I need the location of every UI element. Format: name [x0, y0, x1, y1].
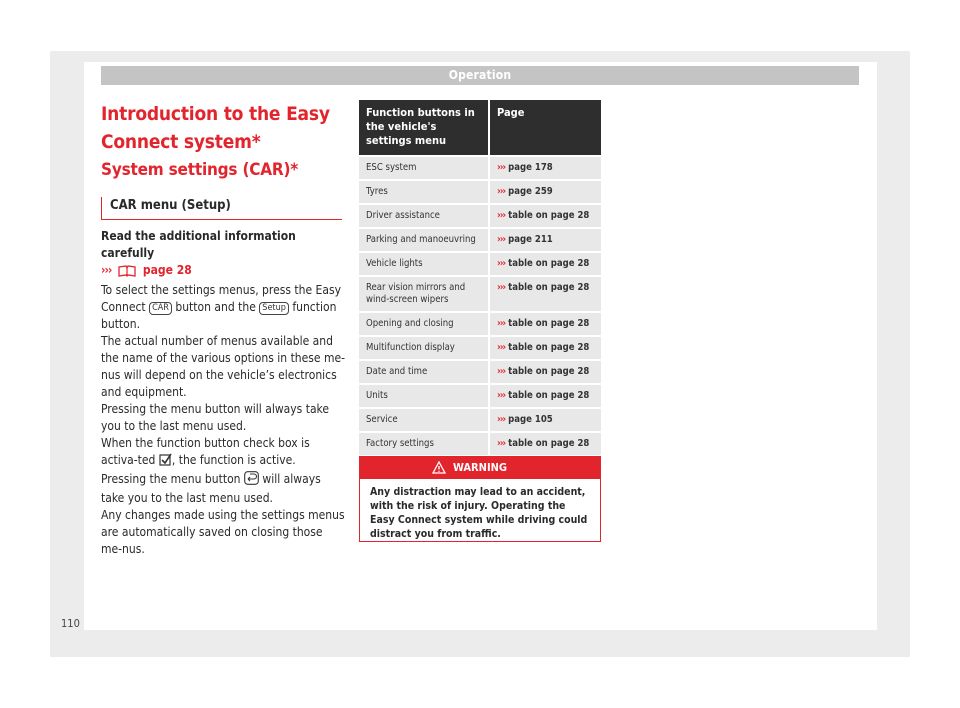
p5-text-b: will always take you to the last menu used. [101, 472, 321, 505]
page-reference-link[interactable]: table on page 28 [508, 318, 590, 329]
paragraph-menus: The actual number of menus available and the name of the various options in these me-nus will depend on the vehicle’s electronics and equipment. [101, 334, 346, 399]
page-reference-link[interactable]: table on page 28 [508, 438, 590, 449]
row-function-cell: Rear vision mirrors and wind-screen wipers [359, 277, 488, 311]
row-page-cell[interactable] [490, 205, 601, 227]
page-reference-link[interactable]: table on page 28 [508, 390, 590, 401]
table-row [359, 409, 601, 431]
subsection-title-text: CAR menu (Setup) [110, 198, 231, 213]
paragraph-select [101, 282, 346, 333]
page-number: 110 [61, 617, 80, 630]
page-reference-link[interactable]: page 211 [508, 234, 553, 245]
ref-arrow: ››› [497, 414, 506, 425]
table-header [359, 100, 601, 155]
row-page-cell[interactable] [490, 433, 601, 455]
row-page-cell[interactable] [490, 157, 601, 179]
read-more-note [101, 228, 346, 282]
car-key: CAR [149, 302, 172, 315]
read-more-label: Read the additional information carefully [101, 229, 296, 260]
page-28-link[interactable]: page 28 [142, 263, 192, 277]
p5-text-a: Pressing the menu button [101, 472, 241, 486]
warning-box [359, 456, 601, 542]
page-reference-link[interactable]: page 259 [508, 186, 553, 197]
row-function-cell: Parking and manoeuvring [359, 229, 488, 251]
ref-arrow: ››› [497, 282, 506, 293]
row-function-cell: Service [359, 409, 488, 431]
table-body [359, 157, 601, 455]
row-function-cell: Multifunction display [359, 337, 488, 359]
table-row [359, 181, 601, 203]
row-function-cell: Tyres [359, 181, 488, 203]
column-header-function: Function buttons in the vehicle's settings menu [359, 100, 488, 155]
table-row [359, 229, 601, 251]
ref-arrow: ››› [497, 318, 506, 329]
page-reference-link[interactable]: table on page 28 [508, 210, 590, 221]
ref-arrow: ››› [497, 162, 506, 173]
paragraph-checkbox [101, 435, 346, 471]
ref-arrow: ››› [497, 342, 506, 353]
row-function-cell: Date and time [359, 361, 488, 383]
p1-text-a: To select the settings menus, press the Easy Connect [101, 283, 341, 314]
table-row [359, 253, 601, 275]
row-function-cell: Factory settings [359, 433, 488, 455]
p4-text-a: When the function button check box is activa-ted [101, 436, 310, 467]
check-box-icon [159, 453, 172, 471]
paragraph-back [101, 471, 346, 507]
table-row [359, 205, 601, 227]
p4-text-b: , the function is active. [171, 453, 296, 467]
page-reference-link[interactable]: table on page 28 [508, 282, 590, 293]
section-title: System settings (CAR)* [101, 160, 299, 180]
book-icon [117, 264, 137, 282]
warning-text: Any distraction may lead to an accident, with the risk of injury. Operating the Easy Connect system while driving could distract you from traffic. [370, 486, 588, 540]
page-title: Introduction to the Easy Connect system* [101, 103, 330, 153]
section-header: Operation [101, 66, 859, 85]
settings-table [359, 100, 601, 455]
warning-triangle-icon [432, 461, 446, 474]
setup-key: Setup [259, 302, 289, 315]
row-page-cell[interactable] [490, 337, 601, 359]
ref-arrow: ››› [101, 263, 112, 277]
row-page-cell[interactable] [490, 253, 601, 275]
intro-text [101, 228, 346, 558]
ref-arrow: ››› [497, 390, 506, 401]
back-arrow-icon [244, 471, 259, 490]
table-row [359, 433, 601, 455]
page-reference-link[interactable]: table on page 28 [508, 258, 590, 269]
row-function-cell: ESC system [359, 157, 488, 179]
table-row [359, 277, 601, 311]
row-page-cell[interactable] [490, 181, 601, 203]
column-header-page: Page [490, 100, 601, 155]
table-row [359, 313, 601, 335]
subsection-title [101, 197, 342, 220]
table-row [359, 337, 601, 359]
ref-arrow: ››› [497, 234, 506, 245]
p1-text-b: button and the [175, 300, 256, 314]
ref-arrow: ››› [497, 366, 506, 377]
table-row [359, 385, 601, 407]
row-page-cell[interactable] [490, 277, 601, 311]
ref-arrow: ››› [497, 438, 506, 449]
row-function-cell: Driver assistance [359, 205, 488, 227]
row-function-cell: Units [359, 385, 488, 407]
page-reference-link[interactable]: table on page 28 [508, 366, 590, 377]
warning-header [360, 457, 600, 479]
page-reference-link[interactable]: page 105 [508, 414, 553, 425]
page-reference-link[interactable]: table on page 28 [508, 342, 590, 353]
row-page-cell[interactable] [490, 313, 601, 335]
p1-text-c: function button. [101, 300, 337, 331]
ref-arrow: ››› [497, 186, 506, 197]
ref-arrow: ››› [497, 210, 506, 221]
row-function-cell: Opening and closing [359, 313, 488, 335]
row-page-cell[interactable] [490, 409, 601, 431]
paragraph-last-menu: Pressing the menu button will always take you to the last menu used. [101, 402, 330, 433]
paragraph-autosave: Any changes made using the settings menus are automatically saved on closing those me-nus. [101, 508, 345, 556]
table-row [359, 157, 601, 179]
warning-title: WARNING [452, 461, 508, 474]
table-row [359, 361, 601, 383]
row-page-cell[interactable] [490, 385, 601, 407]
page-reference-link[interactable]: page 178 [508, 162, 553, 173]
ref-arrow: ››› [497, 258, 506, 269]
row-page-cell[interactable] [490, 229, 601, 251]
row-function-cell: Vehicle lights [359, 253, 488, 275]
row-page-cell[interactable] [490, 361, 601, 383]
